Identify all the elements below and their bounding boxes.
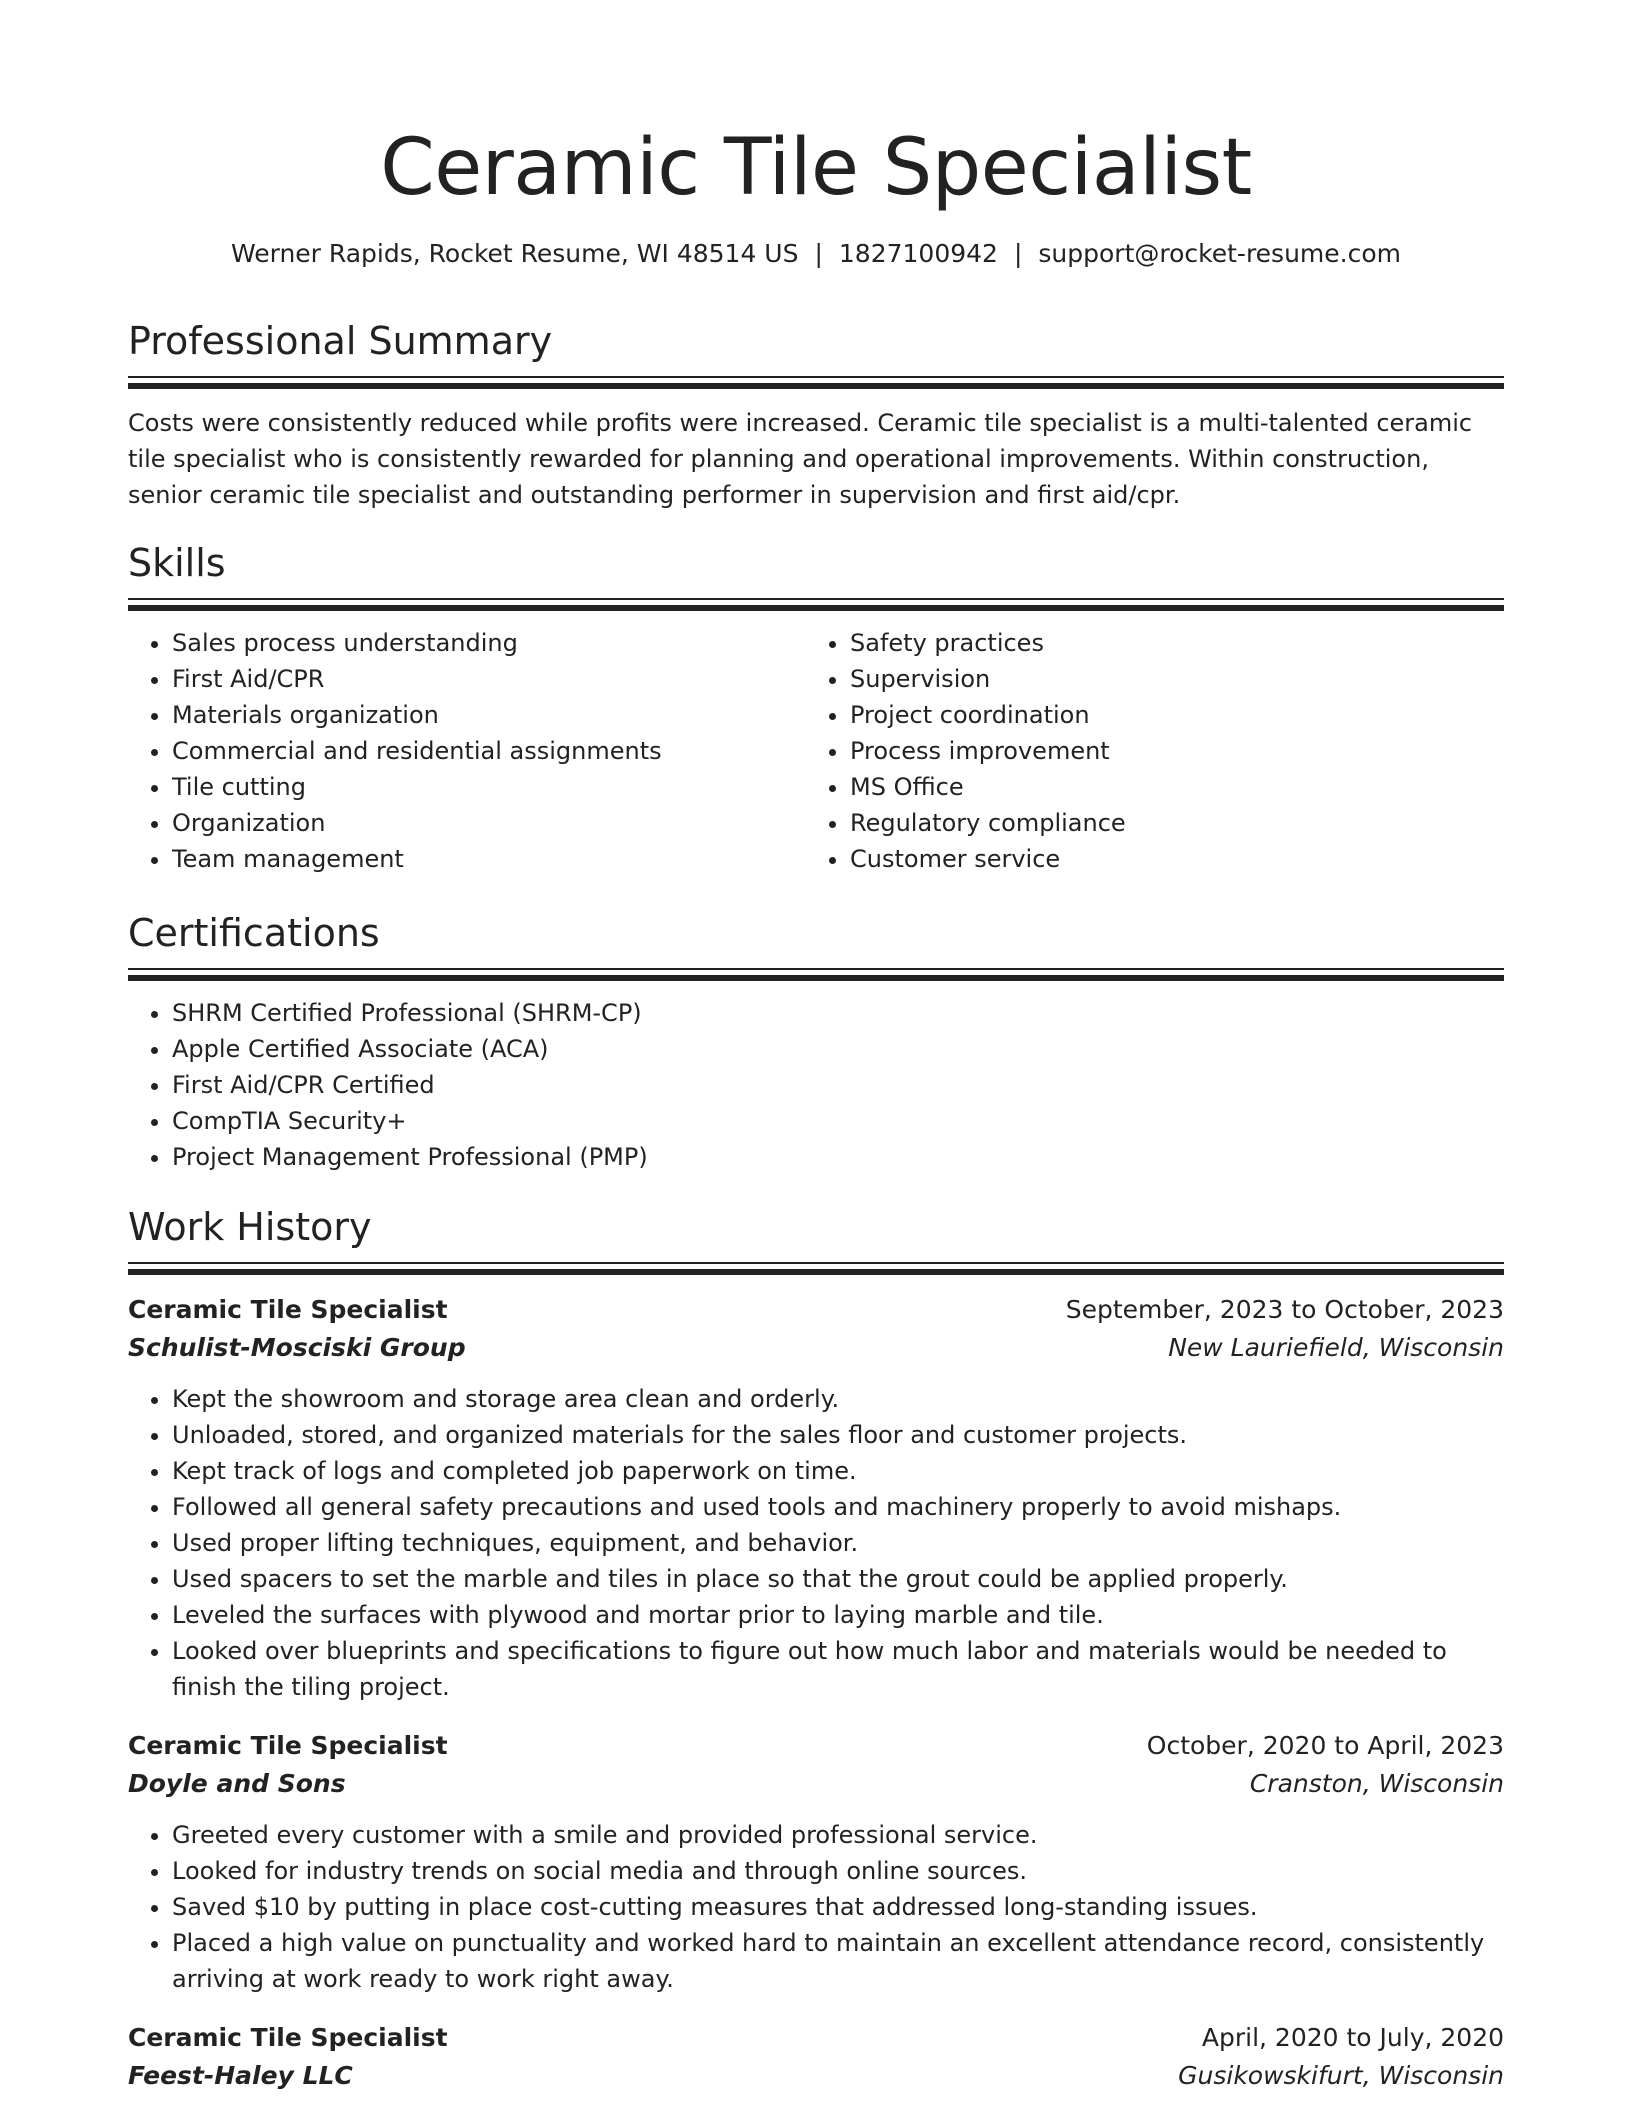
resume-page: [128, 0, 1504, 2090]
job-header: [128, 1291, 1504, 1329]
certifications-heading: Certifications: [128, 911, 380, 955]
summary-text: Costs were consistently reduced while profits were increased. Ceramic tile specialist is a multi-talented ceramic tile specialist who is consistently rewarded for planning and operational improvements. Within construction, senior ceramic tile specialist and outstanding performer in supervision and first aid/cpr.: [128, 409, 1473, 509]
certification-item: • SHRM Certified Professional (SHRM-CP): [172, 995, 1504, 1031]
skills-columns: [128, 625, 1504, 877]
skill-item: • Organization: [172, 805, 806, 841]
skill-item: • Regulatory compliance: [850, 805, 1484, 841]
summary-section: [128, 318, 1504, 513]
skill-item: • Tile cutting: [172, 769, 806, 805]
job-entry: [128, 2019, 1504, 2095]
job-company: Schulist-Mosciski Group: [128, 1333, 466, 1362]
skill-item: • Supervision: [850, 661, 1484, 697]
contact-line: [128, 238, 1504, 270]
job-bullet: • Saved $10 by putting in place cost-cutting measures that addressed long-standing issues.: [172, 1889, 1504, 1925]
skill-item: • Sales process understanding: [172, 625, 806, 661]
section-divider: [128, 1262, 1504, 1275]
skill-item: • First Aid/CPR: [172, 661, 806, 697]
job-title: Ceramic Tile Specialist: [128, 1295, 448, 1324]
contact-email[interactable]: support@rocket-resume.com: [1038, 239, 1402, 268]
job-subheader: [128, 2057, 1504, 2095]
job-bullet: • Looked over blueprints and specifications to figure out how much labor and materials would be needed to finish the tiling project.: [172, 1633, 1504, 1705]
certification-item: • Apple Certified Associate (ACA): [172, 1031, 1504, 1067]
job-company: Doyle and Sons: [128, 1769, 346, 1798]
job-bullet: • Kept track of logs and completed job paperwork on time.: [172, 1453, 1504, 1489]
skill-item: • Process improvement: [850, 733, 1484, 769]
job-bullet: • Followed all general safety precautions and used tools and machinery properly to avoid mishaps.: [172, 1489, 1504, 1525]
job-bullet: • Used spacers to set the marble and tiles in place so that the grout could be applied properly.: [172, 1561, 1504, 1597]
skill-item: • Materials organization: [172, 697, 806, 733]
job-title: Ceramic Tile Specialist: [128, 2023, 448, 2052]
certifications-section: [128, 910, 1504, 1175]
skill-item: • Project coordination: [850, 697, 1484, 733]
contact-address: Werner Rapids, Rocket Resume, WI 48514 US: [230, 239, 799, 268]
job-bullet: • Used proper lifting techniques, equipment, and behavior.: [172, 1525, 1504, 1561]
certification-item: • CompTIA Security+: [172, 1103, 1504, 1139]
job-title: Ceramic Tile Specialist: [128, 1731, 448, 1760]
skill-item: • Customer service: [850, 841, 1484, 877]
skills-column-left: [128, 625, 806, 877]
job-header: [128, 1727, 1504, 1765]
certification-item: • First Aid/CPR Certified: [172, 1067, 1504, 1103]
candidate-name: Ceramic Tile Specialist: [380, 123, 1252, 213]
job-dates: September, 2023 to October, 2023: [1065, 1295, 1504, 1324]
job-location: Gusikowskifurt, Wisconsin: [1178, 2061, 1504, 2090]
job-subheader: [128, 1329, 1504, 1367]
skill-item: • Safety practices: [850, 625, 1484, 661]
skills-section: [128, 540, 1504, 877]
skill-item: • MS Office: [850, 769, 1484, 805]
section-divider: [128, 598, 1504, 611]
skills-heading: Skills: [128, 541, 226, 585]
job-location: New Lauriefield, Wisconsin: [1168, 1333, 1504, 1362]
job-header: [128, 2019, 1504, 2057]
job-company: Feest-Haley LLC: [128, 2061, 353, 2090]
job-entry: [128, 1727, 1504, 1997]
job-entry: [128, 1291, 1504, 1705]
job-bullet: • Placed a high value on punctuality and worked hard to maintain an excellent attendance record, consistently arriving at work ready to work right away.: [172, 1925, 1504, 1997]
section-divider: [128, 968, 1504, 981]
contact-separator: |: [1013, 239, 1023, 268]
job-bullet: • Unloaded, stored, and organized materials for the sales floor and customer projects.: [172, 1417, 1504, 1453]
job-subheader: [128, 1765, 1504, 1803]
job-dates: April, 2020 to July, 2020: [1201, 2023, 1504, 2052]
job-location: Cranston, Wisconsin: [1249, 1769, 1504, 1798]
skill-item: • Commercial and residential assignments: [172, 733, 806, 769]
job-dates: October, 2020 to April, 2023: [1146, 1731, 1504, 1760]
job-bullet: • Greeted every customer with a smile and provided professional service.: [172, 1817, 1504, 1853]
contact-phone: 1827100942: [838, 239, 998, 268]
certification-item: • Project Management Professional (PMP): [172, 1139, 1504, 1175]
section-divider: [128, 376, 1504, 389]
skill-item: • Team management: [172, 841, 806, 877]
contact-separator: |: [814, 239, 823, 268]
summary-heading: Professional Summary: [128, 319, 553, 363]
work-history-heading: Work History: [128, 1205, 372, 1249]
job-bullet: • Leveled the surfaces with plywood and mortar prior to laying marble and tile.: [172, 1597, 1504, 1633]
skills-column-right: [806, 625, 1484, 877]
job-bullet: • Kept the showroom and storage area clean and orderly.: [172, 1381, 1504, 1417]
job-bullet: • Looked for industry trends on social media and through online sources.: [172, 1853, 1504, 1889]
work-history-section: [128, 1204, 1504, 2095]
